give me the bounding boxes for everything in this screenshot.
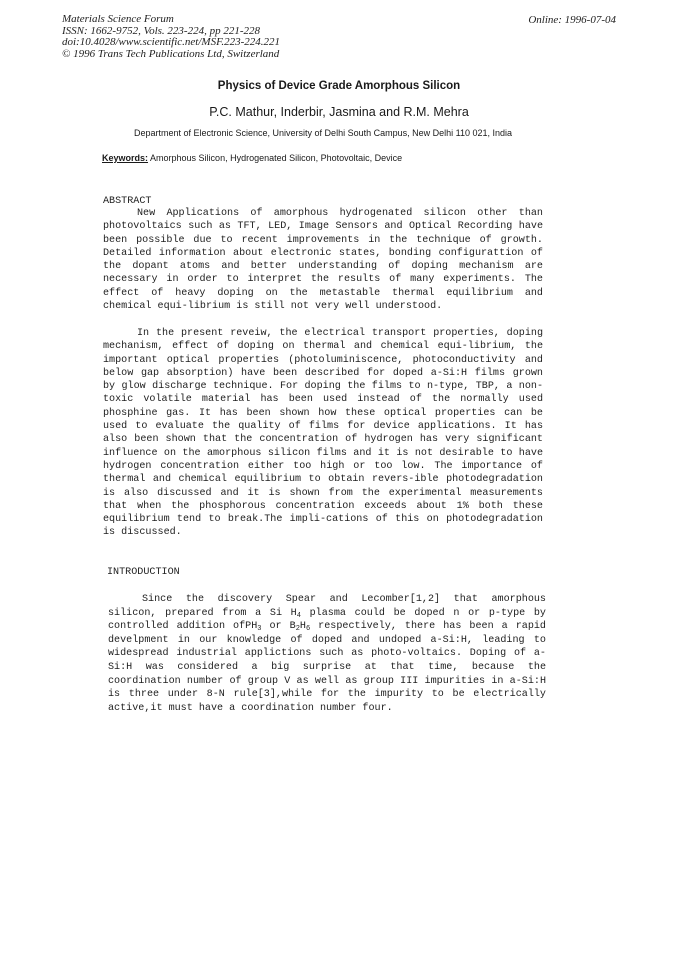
intro-text-c: or B	[261, 621, 296, 633]
abstract-heading: ABSTRACT	[103, 196, 152, 207]
abstract-p1-text: New Applications of amorphous hydrogenated silicon other than photovoltaics such as TFT, LED, Image Sensors and Optical Recording have been possible due to recent improvements in the technique of growth. Detailed information about electronic states, bonding configurattion of the dopant atoms and better understanding of doping mechanism are necessary in order to interpret the results of many experiments. The effect of heavy doping on the metastable thermal equilibrium and chemical equi-librium is still not very well understood.	[103, 208, 543, 313]
copyright-line: © 1996 Trans Tech Publications Ltd, Switzerland	[62, 47, 280, 60]
abstract-paragraph-2	[103, 327, 543, 540]
authors: P.C. Mathur, Inderbir, Jasmina and R.M. Mehra	[209, 105, 469, 119]
doi-line[interactable]: doi:10.4028/www.scientific.net/MSF.223-224.221	[62, 36, 281, 48]
intro-text-e: respectively, there has been a rapid develpment in our knowledge of doped and undoped a-Si:H, leading to widespread industrial applictions such as photo-voltaics. Doping of a-Si:H was considered a big surprise at that time, because the coordination number of group V as well as group III impurities in a-Si:H is three under 8-N rule[3],while for the impurity to be electrically active,it must have a coordination number four.	[108, 621, 546, 714]
abstract-p2-text: In the present reveiw, the electrical transport properties, doping mechanism, effect of doping on thermal and chemical equi-librium, the important optical properties (photoluminiscence, photoconductivity and below gap absorption) have been described for doped a-Si:H films grown by glow discharge technique. For doping the films to n-type, TBP, a non-toxic volatile material has been used instead of the normally used phosphine gas. It has been shown how these optical properties can be used to evaluate the quality of films for device applications. It has also been shown that the concentration of hydrogen has very significant influence on the amorphous silicon films and it is not desirable to have hydrogen concentration either too high or too low. The importance of thermal and chemical equilibrium to obtain revers-ible photodegradation is also discussed and it is shown from the experimental measurements that when the phosphorous concentration exceeds about 1% both these equilibrium tend to break.The impli-cations of this on photodegradation is discussed.	[103, 328, 543, 539]
keywords-label: Keywords:	[102, 153, 149, 163]
online-date: Online: 1996-07-04	[528, 14, 616, 26]
paper-title: Physics of Device Grade Amorphous Silicon	[217, 80, 461, 92]
introduction-heading: INTRODUCTION	[107, 567, 180, 578]
keywords	[102, 153, 402, 163]
affiliation: Department of Electronic Science, University of Delhi South Campus, New Delhi 110 021, India	[133, 128, 513, 138]
intro-text-a: Since the discovery Spear and Lecomber[1,2] that amorphous silicon, prepared from a Si H	[108, 594, 546, 619]
introduction-paragraph	[108, 593, 546, 715]
journal-name: Materials Science Forum	[62, 13, 174, 25]
issn-line: ISSN: 1662-9752, Vols. 223-224, pp 221-228	[62, 24, 260, 37]
journal-header	[62, 14, 280, 60]
intro-sub-4: 6	[305, 625, 311, 634]
abstract-paragraph-1	[103, 207, 543, 313]
intro-sub-2: 3	[257, 625, 262, 634]
keywords-text: Amorphous Silicon, Hydrogenated Silicon, Photovoltaic, Device	[150, 153, 403, 163]
intro-text-d: H	[299, 621, 306, 633]
intro-sub-3: 2	[295, 625, 300, 634]
intro-text-b: plasma could be doped n or p-type by controlled addition ofPH	[108, 607, 546, 633]
intro-sub-1: 4	[296, 611, 301, 620]
